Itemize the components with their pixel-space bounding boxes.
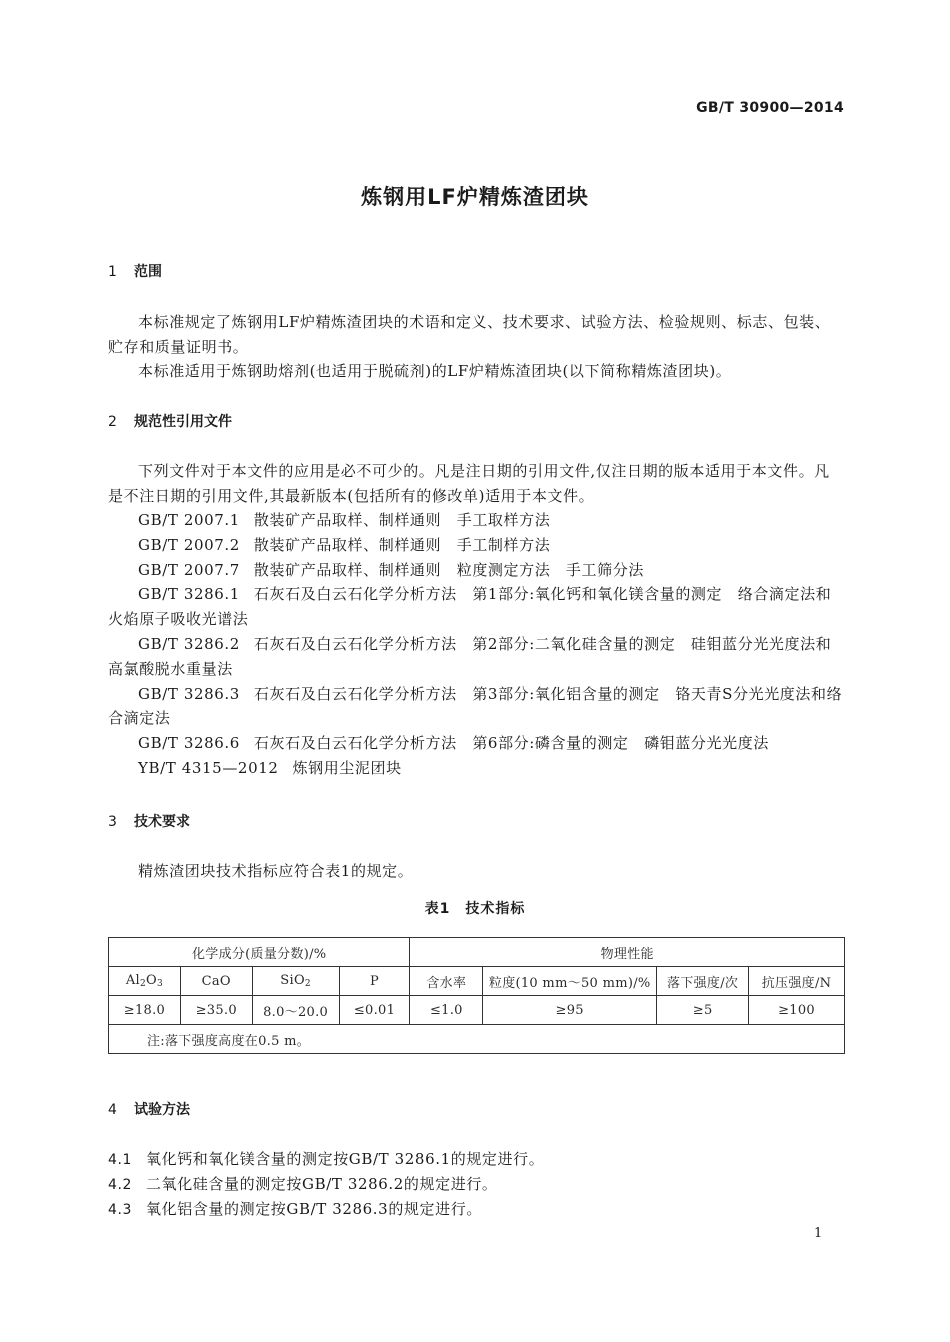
physical-properties-header: 物理性能: [410, 938, 845, 967]
references-intro-paragraph: 下列文件对于本文件的应用是必不可少的。凡是注日期的引用文件,仅注日期的版本适用于本文件。凡是不注日期的引用文件,其最新版本(包括所有的修改单)适用于本文件。: [108, 462, 830, 505]
reference-code: GB/T 2007.1: [138, 511, 240, 529]
table-column-header-row: [109, 967, 845, 996]
reference-title: 散装矿产品取样、制样通则 粒度测定方法 手工筛分法: [253, 560, 644, 579]
reference-title: 石灰石及白云石化学分析方法 第3部分:氧化铝含量的测定 铬天青S分光光度法和络合滴定法: [108, 684, 843, 728]
section-1-title: 范围: [134, 264, 162, 280]
section-4-number: 4: [108, 1102, 117, 1118]
reference-code: GB/T 3286.2: [138, 634, 240, 653]
page-number: 1: [814, 1226, 823, 1241]
reference-item: [108, 731, 844, 756]
table-group-header-row: [109, 938, 845, 967]
scope-paragraph: 本标准规定了炼钢用LF炉精炼渣团块的术语和定义、技术要求、试验方法、检验规则、标志、包装、贮存和质量证明书。: [108, 313, 831, 356]
cao-header: CaO: [180, 967, 252, 996]
reference-code: GB/T 3286.3: [138, 684, 240, 703]
clause-text: 二氧化硅含量的测定按GB/T 3286.2的规定进行。: [146, 1175, 498, 1193]
table-note: 注:落下强度高度在0.5 m。: [109, 1025, 845, 1054]
references-intro: [108, 459, 844, 508]
reference-title: 炼钢用尘泥团块: [292, 758, 402, 777]
reference-title: 散装矿产品取样、制样通则 手工制样方法: [253, 535, 551, 554]
table-cell: ≤1.0: [410, 996, 483, 1025]
section-2-heading: [108, 411, 232, 431]
reference-item: [108, 558, 844, 583]
table-cell: ≥5: [657, 996, 749, 1025]
reference-item: [108, 632, 844, 682]
reference-code: GB/T 2007.2: [138, 535, 240, 554]
section-2-title: 规范性引用文件: [134, 414, 232, 430]
table-note-row: [109, 1025, 845, 1054]
table-cell: ≥18.0: [109, 996, 181, 1025]
reference-item: [108, 582, 844, 632]
reference-title: 石灰石及白云石化学分析方法 第6部分:磷含量的测定 磷钼蓝分光光度法: [253, 734, 769, 753]
table-cell: 8.0～20.0: [252, 996, 339, 1025]
standard-code: GB/T 30900—2014: [696, 100, 844, 116]
section-1-number: 1: [108, 264, 117, 280]
reference-code: GB/T 3286.6: [138, 734, 240, 753]
clause-text: 氧化铝含量的测定按GB/T 3286.3的规定进行。: [146, 1200, 482, 1218]
table-cell: ≥100: [749, 996, 845, 1025]
section-3-body: [108, 859, 844, 884]
reference-title: 散装矿产品取样、制样通则 手工取样方法: [253, 511, 551, 529]
requirements-paragraph: 精炼渣团块技术指标应符合表1的规定。: [138, 862, 414, 880]
table-row: [109, 996, 845, 1025]
section-4-heading: [108, 1099, 190, 1119]
reference-item: [108, 756, 844, 781]
table-cell: ≥35.0: [180, 996, 252, 1025]
chemical-composition-header: 化学成分(质量分数)/%: [109, 938, 410, 967]
reference-item: [108, 508, 844, 533]
applicability-paragraph: 本标准适用于炼钢助熔剂(也适用于脱硫剂)的LF炉精炼渣团块(以下简称精炼渣团块)。: [138, 362, 732, 380]
particle-size-header: 粒度(10 mm～50 mm)/%: [483, 967, 657, 996]
technical-specs-table: [108, 937, 845, 1054]
sio2-header: SiO$_2$: [252, 967, 339, 996]
clause-4-2: [108, 1173, 498, 1194]
document-title: 炼钢用LF炉精炼渣团块: [361, 185, 589, 209]
clause-number: 4.3: [108, 1202, 133, 1218]
p-header: P: [339, 967, 410, 996]
table-caption: 表1 技术指标: [424, 901, 526, 917]
reference-title: 石灰石及白云石化学分析方法 第1部分:氧化钙和氧化镁含量的测定 络合滴定法和火焰原子吸收光谱法: [108, 585, 832, 629]
clause-4-1: [108, 1148, 544, 1169]
reference-code: YB/T 4315—2012: [138, 758, 279, 777]
section-3-heading: [108, 811, 190, 831]
table-cell: ≥95: [483, 996, 657, 1025]
reference-title: 石灰石及白云石化学分析方法 第2部分:二氧化硅含量的测定 硅钼蓝分光光度法和高氯酸脱水重量法: [108, 634, 832, 678]
clause-number: 4.2: [108, 1177, 133, 1193]
drop-strength-header: 落下强度/次: [657, 967, 749, 996]
moisture-header: 含水率: [410, 967, 483, 996]
section-3-number: 3: [108, 814, 117, 830]
compressive-strength-header: 抗压强度/N: [749, 967, 845, 996]
section-2-number: 2: [108, 414, 117, 430]
al2o3-header: $Al_2O_3$: [109, 967, 181, 996]
reference-list: [108, 508, 844, 781]
reference-item: [108, 533, 844, 558]
clause-number: 4.1: [108, 1152, 133, 1168]
table-cell: ≤0.01: [339, 996, 410, 1025]
reference-item: [108, 682, 844, 732]
section-3-title: 技术要求: [134, 814, 190, 830]
reference-code: GB/T 3286.1: [138, 585, 240, 604]
clause-4-3: [108, 1198, 482, 1219]
section-1-body: [108, 310, 844, 384]
section-1-heading: [108, 261, 162, 281]
section-4-title: 试验方法: [134, 1102, 190, 1118]
clause-text: 氧化钙和氧化镁含量的测定按GB/T 3286.1的规定进行。: [146, 1150, 545, 1168]
reference-code: GB/T 2007.7: [138, 560, 240, 579]
